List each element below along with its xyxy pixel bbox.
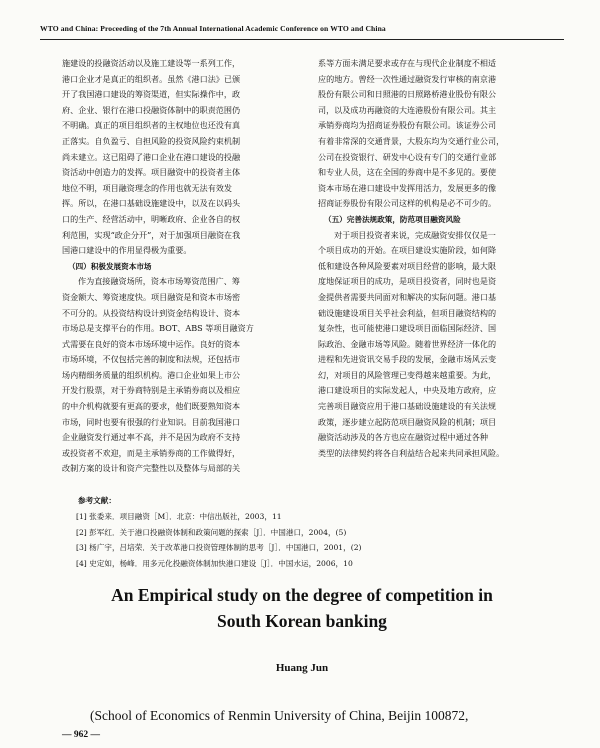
text-line: 开发行股票，对于券商特别是主承销券商以及相应	[62, 385, 241, 396]
text-line: 市场总是支撑平台的作用。BOT、ABS 等项目融资方	[62, 323, 254, 334]
references-heading: 参考文献：	[78, 496, 116, 505]
text-line: 际政治、金融市场等风险。随着世界经济一体化的	[318, 338, 497, 349]
left-column	[62, 56, 308, 477]
paper-title-line: South Korean banking	[217, 611, 387, 631]
reference-item: [3] 杨广宇，吕培荣．关于改革港口投资管理体制的思考［J］．中国港口，2001，(2)	[76, 543, 362, 553]
text-line: 股份有限公司和日照港的日照路桥港业股份有限公	[318, 89, 497, 100]
text-line: 资本市场在港口建设中发挥用活力，发展更多的像	[318, 182, 497, 193]
text-line: 不可分的。从投资结构设计到资金结构设计、资本	[62, 307, 241, 318]
text-line: 市场，同时也要有很强的行业知识。目前我国港口	[62, 416, 241, 427]
reference-item: [4] 史定如，杨峰．用多元化投融资体制加快港口建设［J］．中国水运，2006，10	[76, 559, 353, 569]
text-line: 正落实。自负盈亏、自担风险的投资风险约束机制	[62, 135, 241, 146]
text-line: 府、企业、银行在港口投融资体制中的职责范围仍	[62, 104, 241, 115]
text-line: 融资活动涉及的各方也应在融资过程中通过各种	[318, 432, 488, 443]
text-line: 政策，逐步建立起防范项目融资风险的机制；项目	[318, 416, 497, 427]
text-line: 司，以及成功再融资的大连港股份有限公司。其主	[318, 104, 497, 115]
section-heading: （四）积极发展资本市场	[68, 261, 152, 271]
text-line: 应的地方。曾经一次性通过融资发行审核的南京港	[318, 73, 497, 84]
text-line: 施建设的投融资活动以及施工建设等一系列工作，	[62, 58, 241, 68]
text-line: 础设施建设项目关乎社会利益，但项目融资结构的	[318, 307, 497, 318]
text-line: 公司在投资银行、研发中心设有专门的交通行业部	[318, 151, 497, 162]
text-line: 港口企业才是真正的组织者。虽然《港口法》已颁	[62, 73, 241, 84]
paper-title-line: An Empirical study on the degree of competition in	[111, 585, 493, 605]
text-line: 不明确。真正的项目组织者的主权地位也还没有真	[62, 120, 241, 131]
text-line: 资活动中创造力的发挥。项目融资中的投资者主体	[62, 167, 241, 178]
text-line: 和专业人员，这在全国的券商中是不多见的。要使	[318, 167, 497, 178]
author-affiliation: (School of Economics of Renmin University of China, Beijin 100872,	[90, 708, 469, 723]
text-line: 承销券商均为招商证券股份有限公司。该证券公司	[318, 120, 497, 131]
text-line: 场内精细务质量的组织机构。港口企业如果上市公	[62, 369, 241, 380]
text-line: 幻，对项目的风险管理已变得越来越重要。为此，	[318, 369, 497, 380]
text-line: 地位不明，项目融资理念的作用也就无法有效发	[62, 182, 232, 193]
text-line: 利范围，实现“政企分开”，对于加强项目融资在我	[62, 229, 241, 240]
section-heading: （五）完善法规政策，防范项目融资风险	[324, 214, 461, 224]
author-name: Huang Jun	[275, 662, 329, 674]
text-line: 作为直接融资场所，资本市场筹资范围广、筹	[78, 276, 240, 287]
text-line: 系等方面未满足要求或存在与现代企业制度不相适	[318, 58, 497, 68]
text-line: 完善项目融资应用于港口基础设施建设的有关法规	[318, 401, 497, 412]
header-rule	[40, 39, 564, 40]
references	[76, 493, 546, 572]
text-line: 挥。所以，在港口基础设施建设中，以及在以码头	[62, 198, 241, 209]
text-line: 改制方案的设计和资产完整性以及整体与局部的关	[62, 463, 241, 474]
text-line: 国港口建设中的作用显得极为重要。	[62, 245, 192, 256]
text-line: 度地保证项目的成功，是项目投资者，同时也是资	[318, 276, 497, 287]
text-line: 类型的法律契约将各自利益结合起来共同承担风险。	[318, 447, 505, 458]
text-line: 式需要在良好的资本市场环境中运作。良好的资本	[62, 338, 241, 349]
text-line: 低和建设各种风险要素对项目经营的影响，最大限	[318, 260, 497, 271]
text-line: 的中介机构就要有更高的要求，他们既要熟知资本	[62, 401, 241, 412]
text-line: 进程和先进资讯交易手段的发展，金融市场风云变	[318, 354, 497, 365]
right-column	[318, 56, 564, 461]
text-line: 或投资者不欢迎，而是主承销券商的工作做得好，	[62, 447, 241, 458]
text-line: 市场环境，不仅包括完善的制度和法规，还包括市	[62, 354, 241, 365]
text-line: 复杂性，也可能使港口建设项目面临国际经济、国	[318, 323, 497, 334]
page-number: — 962 —	[62, 730, 100, 740]
text-line: 口的生产、经营活动中，明晰政府、企业各自的权	[62, 213, 241, 224]
reference-item: [2] 彭军红．关于港口投融资体制和政策问题的探索［J］．中国港口，2004，(5)	[76, 527, 347, 537]
text-line: 资金额大、筹资速度快。项目融资是和资本市场密	[62, 291, 241, 302]
text-line: 招商证券股份有限公司这样的机构是必不可少的。	[318, 198, 497, 209]
text-line: 开了我国港口建设的筹资渠道，但实际操作中，政	[62, 89, 241, 100]
text-line: 尚未建立。这已阻碍了港口企业在港口建设的投融	[62, 151, 241, 162]
text-line: 对于项目投资者来说，完成融资安排仅仅是一	[334, 229, 496, 240]
text-line: 企业融资发行通过率不高，并不是因为政府不支持	[62, 432, 241, 443]
running-header: WTO and China: Proceeding of the 7th Annual International Academic Conference on WTO and China	[40, 24, 386, 33]
reference-item: [1] 张委来．项目融资［M］．北京：中信出版社，2003，11	[76, 511, 282, 521]
text-line: 港口建设项目的实际发起人，中央及地方政府，应	[318, 385, 497, 396]
paper-title	[40, 582, 564, 634]
text-line: 金提供者需要共同面对和解决的实际问题。港口基	[318, 291, 497, 302]
text-line: 个项目成功的开始。在项目建设实施阶段，如何降	[318, 245, 497, 256]
text-line: 有着非常深的交通背景，大股东均为交通行业公司，	[318, 135, 505, 146]
